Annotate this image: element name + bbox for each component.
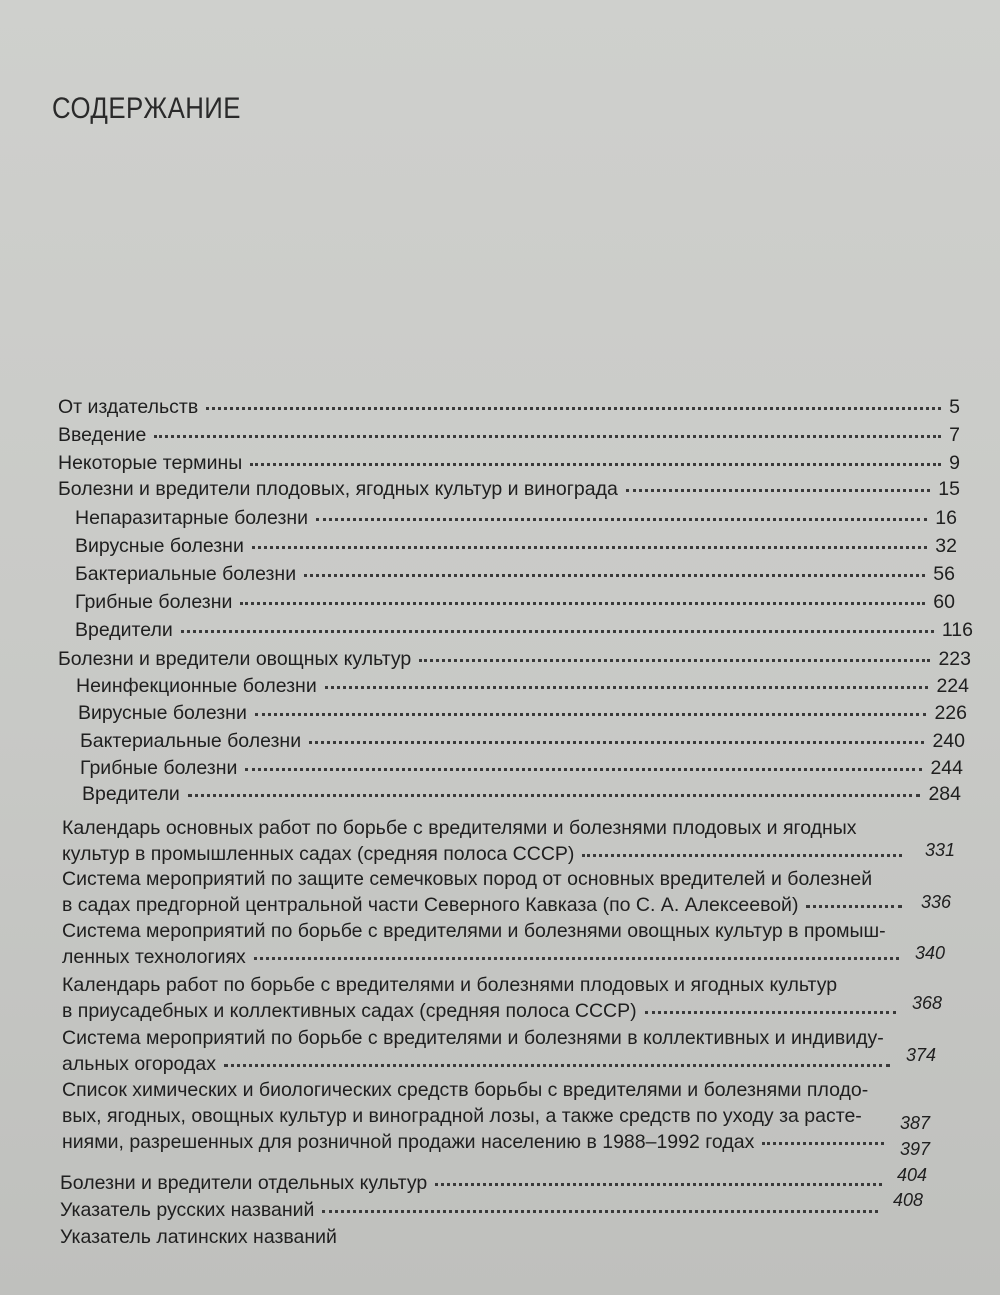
toc-entry-title: Болезни и вредители отдельных культур <box>60 1172 428 1194</box>
toc-long-entry <box>62 866 910 918</box>
toc-entry-page: 374 <box>906 1045 937 1065</box>
toc-entry-page: 223 <box>938 648 971 670</box>
leader-dots <box>154 434 941 438</box>
toc-entry-page: 226 <box>934 702 967 724</box>
toc-entry-title: Некоторые термины <box>58 452 243 474</box>
leader-dots <box>181 629 934 633</box>
toc-entry-page: 60 <box>933 591 955 613</box>
toc-entry <box>78 702 967 725</box>
toc-entry-page: 244 <box>930 757 963 779</box>
toc-long-entry <box>62 1077 892 1155</box>
toc-entry-title: От издательств <box>58 396 199 418</box>
toc-entry-line: Список химических и биологических средств борьбы с вредителями и болезнями плодо- <box>62 1079 869 1101</box>
toc-entry <box>60 1226 340 1249</box>
toc-entry-title: Грибные болезни <box>75 591 233 613</box>
toc-entry-title: Указатель русских названий <box>60 1199 315 1221</box>
toc-entry-page: 368 <box>912 993 943 1013</box>
toc-entry-title: Непаразитарные болезни <box>75 507 309 529</box>
toc-entry <box>58 648 971 671</box>
leader-dots <box>188 793 921 797</box>
toc-entry-page: 16 <box>935 507 957 529</box>
toc-entry-page: 56 <box>933 563 955 585</box>
toc-long-entry <box>62 918 907 970</box>
toc-entry-page: 284 <box>928 783 961 805</box>
toc-entry <box>75 591 955 614</box>
leader-dots <box>435 1182 882 1186</box>
toc-entry <box>60 1199 886 1222</box>
toc-entry-line: Система мероприятий по борьбе с вредителями и болезнями овощных культур в промыш- <box>62 920 886 942</box>
page-title: СОДЕРЖАНИЕ <box>52 92 241 125</box>
toc-entry-title: Болезни и вредители овощных культур <box>58 648 412 670</box>
leader-dots <box>252 545 927 549</box>
toc-entry-title: Вредители <box>82 783 180 805</box>
leader-dots <box>245 767 922 771</box>
leader-dots <box>322 1209 878 1213</box>
toc-entry-line: в садах предгорной центральной части Северного Кавказа (по С. А. Алексеевой) <box>62 894 799 916</box>
toc-entry-line: Система мероприятий по защите семечковых пород от основных вредителей и болезней <box>62 868 873 890</box>
toc-entry-page: 240 <box>932 730 965 752</box>
toc-entry-page: 32 <box>935 535 957 557</box>
leader-dots <box>254 957 899 960</box>
toc-long-entry <box>62 815 910 867</box>
toc-entry-page: 5 <box>949 396 960 418</box>
toc-entry-title: Неинфекционные болезни <box>76 675 317 697</box>
toc-entry-page: 336 <box>921 892 952 912</box>
toc-entry <box>58 478 960 501</box>
toc-entry-line: ленных технологиях <box>62 946 246 968</box>
toc-entry-title: Бактериальные болезни <box>80 730 302 752</box>
toc-entry-line: альных огородах <box>62 1053 216 1075</box>
leader-dots <box>309 740 924 744</box>
toc-entry-line: Система мероприятий по борьбе с вредителями и болезнями в коллективных и индивиду- <box>62 1027 884 1049</box>
toc-entry <box>75 507 957 530</box>
toc-entry <box>58 396 960 419</box>
leader-dots <box>255 712 927 716</box>
toc-entry-page: 224 <box>936 675 969 697</box>
toc-entry <box>60 1172 890 1195</box>
toc-entry-title: Грибные болезни <box>80 757 238 779</box>
toc-entry-line: вых, ягодных, овощных культур и виноградной лозы, а также средств по уходу за расте- <box>62 1105 862 1127</box>
toc-entry-title: Вирусные болезни <box>78 702 247 724</box>
toc-entry <box>75 619 973 642</box>
toc-entry-page: 404 <box>897 1165 928 1185</box>
toc-entry-page: 397 <box>900 1139 931 1159</box>
toc-entry <box>75 535 957 558</box>
toc-entry-page: 15 <box>938 478 960 500</box>
toc-entry-title: Болезни и вредители плодовых, ягодных культур и винограда <box>58 478 618 500</box>
leader-dots <box>316 517 927 521</box>
toc-entry-page: 331 <box>925 840 956 860</box>
toc-entry-title: Бактериальные болезни <box>75 563 297 585</box>
toc-entry-page: 387 <box>900 1113 931 1133</box>
toc-entry-page: 408 <box>893 1190 924 1210</box>
toc-entry <box>58 424 960 447</box>
toc-entry-page: 9 <box>949 452 960 474</box>
toc-entry <box>82 783 961 806</box>
toc-entry-page: 340 <box>915 943 946 963</box>
leader-dots <box>240 601 925 605</box>
toc-entry-line: Календарь основных работ по борьбе с вредителями и болезнями плодовых и ягодных <box>62 817 857 839</box>
toc-entry-title: Вредители <box>75 619 173 641</box>
leader-dots <box>582 854 902 857</box>
toc-entry-title: Указатель латинских названий <box>60 1226 337 1248</box>
toc-entry-line: культур в промышленных садах (средняя полоса СССР) <box>62 843 575 865</box>
toc-entry <box>80 757 963 780</box>
toc-long-entry <box>62 972 904 1024</box>
toc-entry-line: в приусадебных и коллективных садах (средняя полоса СССР) <box>62 1000 637 1022</box>
leader-dots <box>626 488 930 492</box>
toc-entry-page: 116 <box>941 619 973 641</box>
leader-dots <box>325 685 929 689</box>
leader-dots <box>304 573 925 577</box>
leader-dots <box>206 406 941 410</box>
toc-entry <box>80 730 965 753</box>
leader-dots <box>806 905 902 908</box>
toc-entry-line: ниями, разрешенных для розничной продажи населению в 1988–1992 годах <box>62 1131 755 1153</box>
leader-dots <box>645 1011 896 1014</box>
toc-entry-page: 7 <box>949 424 960 446</box>
toc-entry-title: Введение <box>58 424 147 446</box>
toc-entry <box>58 452 960 475</box>
leader-dots <box>762 1142 884 1145</box>
toc-entry-line: Календарь работ по борьбе с вредителями и болезнями плодовых и ягодных культур <box>62 974 838 996</box>
leader-dots <box>419 658 930 662</box>
toc-long-entry <box>62 1025 898 1077</box>
leader-dots <box>224 1064 890 1067</box>
leader-dots <box>250 462 941 466</box>
toc-entry-title: Вирусные болезни <box>75 535 244 557</box>
toc-entry <box>76 675 969 698</box>
toc-entry <box>75 563 955 586</box>
